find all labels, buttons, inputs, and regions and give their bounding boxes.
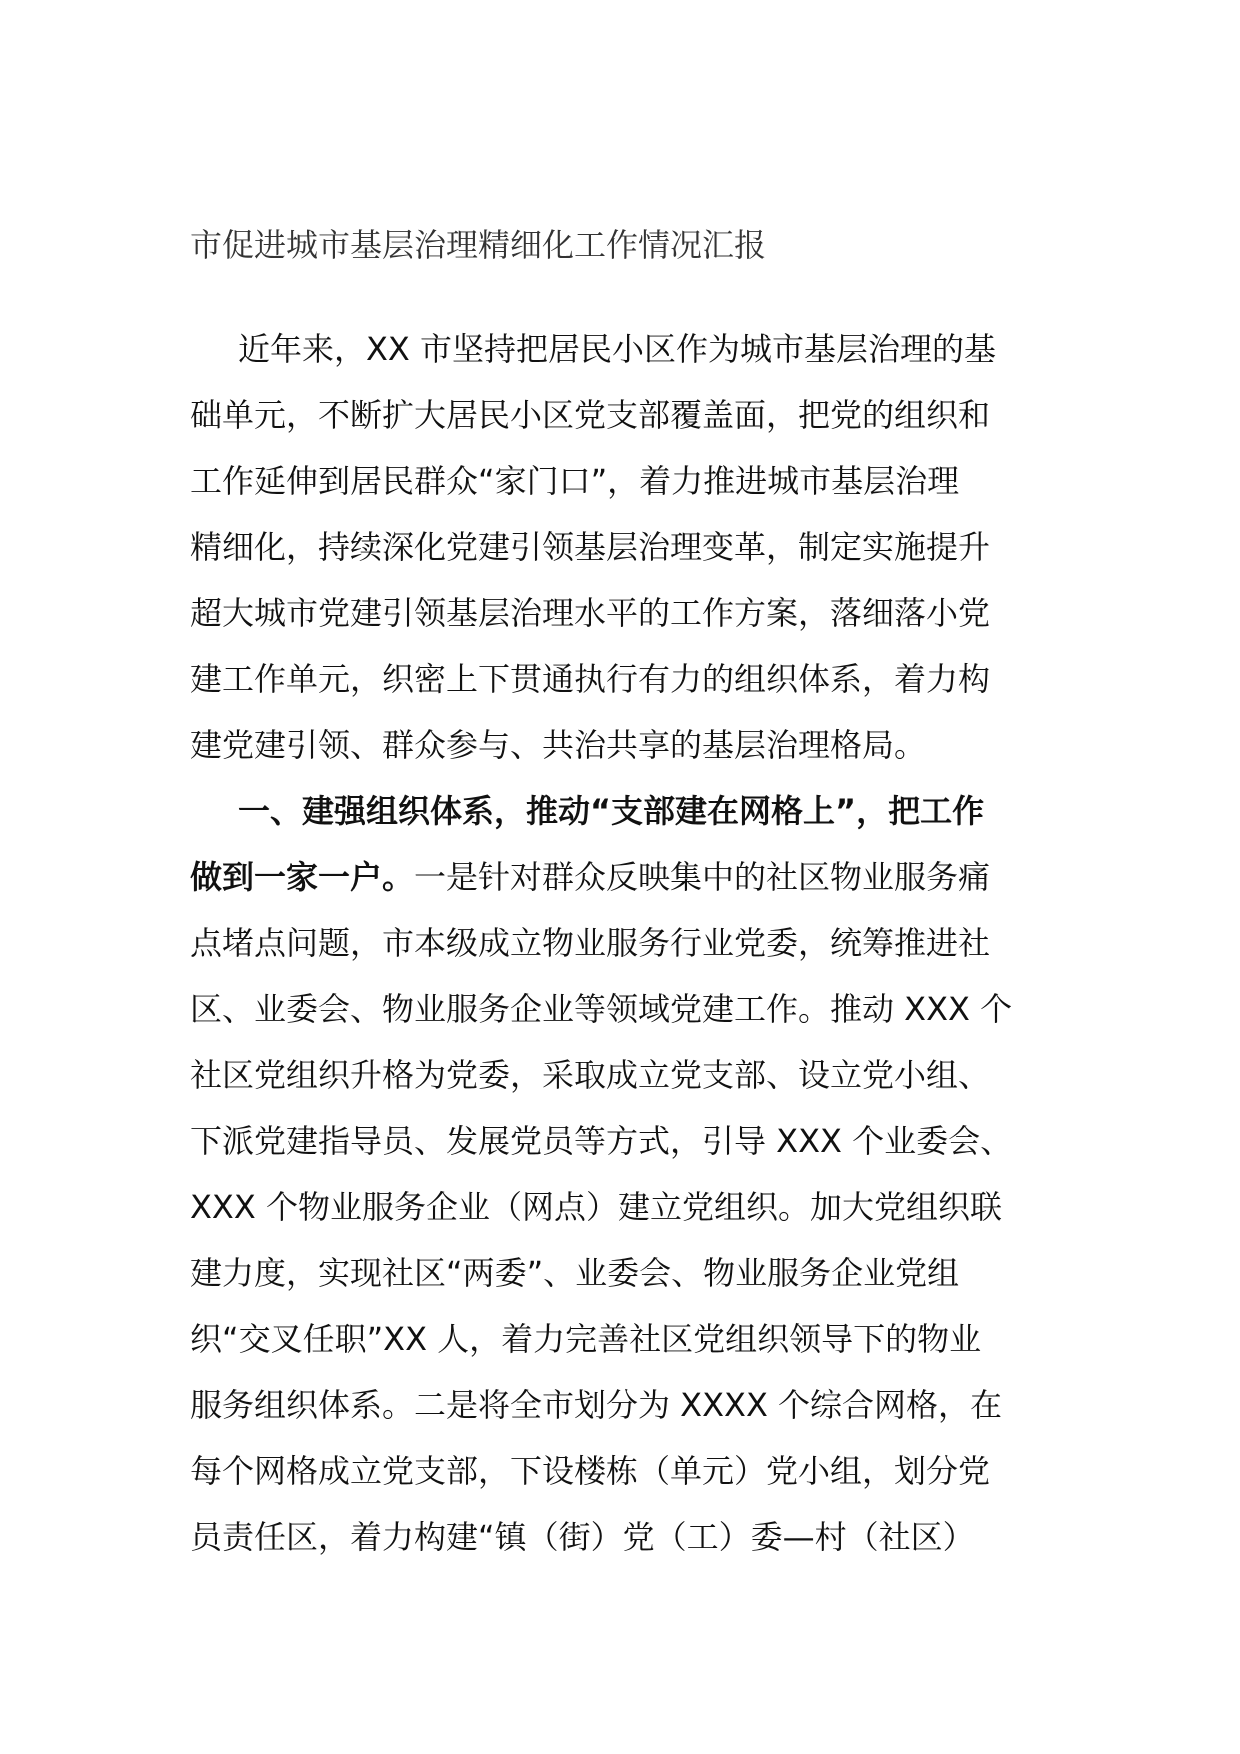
body-line [190, 1438, 1080, 1504]
body-line-text: 每个网格成立党支部，下设楼栋（单元）党小组，划分党 [190, 1452, 991, 1490]
body-line [190, 580, 1080, 646]
body-line [190, 976, 1080, 1042]
body-line [190, 844, 1080, 910]
body-line [190, 778, 1080, 844]
section-heading-text: 一、建强组织体系，推动“支部建在网格上”，把工作 [238, 792, 985, 830]
body-line [190, 382, 1080, 448]
body-line-text: 点堵点问题，市本级成立物业服务行业党委，统筹推进社 [190, 924, 991, 962]
body-line-text: 区、业委会、物业服务企业等领域党建工作。推动 XXX 个 [190, 990, 1013, 1028]
body-line-text: 超大城市党建引领基层治理水平的工作方案，落细落小党 [190, 594, 991, 632]
body-line-text: 织“交叉任职”XX 人，着力完善社区党组织领导下的物业 [190, 1320, 982, 1358]
body-line [190, 514, 1080, 580]
body-line-text: 一是针对群众反映集中的社区物业服务痛 [414, 858, 991, 896]
body-line [190, 448, 1080, 514]
body-line-text: 下派党建指导员、发展党员等方式，引导 XXX 个业委会、 [190, 1122, 1013, 1160]
body-line-text: 建工作单元，织密上下贯通执行有力的组织体系，着力构 [190, 660, 991, 698]
body-line-text: XXX 个物业服务企业（网点）建立党组织。加大党组织联 [190, 1188, 1002, 1226]
body-line [190, 1372, 1080, 1438]
body-line-text: 建力度，实现社区“两委”、业委会、物业服务企业党组 [190, 1254, 960, 1292]
body-line-text: 精细化，持续深化党建引领基层治理变革，制定实施提升 [190, 528, 991, 566]
body-line-text: 员责任区，着力构建“镇（街）党（工）委—村（社区） [190, 1518, 975, 1556]
body-line [190, 1042, 1080, 1108]
body-line [190, 1306, 1080, 1372]
body-line [190, 1240, 1080, 1306]
body-line [190, 1174, 1080, 1240]
document-title: 市促进城市基层治理精细化工作情况汇报 [190, 226, 767, 264]
document-body [190, 316, 1080, 1570]
body-line [190, 646, 1080, 712]
body-line-text: 础单元，不断扩大居民小区党支部覆盖面，把党的组织和 [190, 396, 991, 434]
body-line-text: 近年来，XX 市坚持把居民小区作为城市基层治理的基 [238, 330, 997, 368]
body-line-text: 建党建引领、群众参与、共治共享的基层治理格局。 [190, 726, 927, 764]
body-line-text: 服务组织体系。二是将全市划分为 XXXX 个综合网格，在 [190, 1386, 1003, 1424]
body-line [190, 712, 1080, 778]
body-line [190, 1504, 1080, 1570]
section-heading-tail: 做到一家一户。 [190, 858, 415, 896]
body-line [190, 316, 1080, 382]
body-line-text: 工作延伸到居民群众“家门口”，着力推进城市基层治理 [190, 462, 960, 500]
body-line [190, 910, 1080, 976]
body-line [190, 1108, 1080, 1174]
body-line-text: 社区党组织升格为党委，采取成立党支部、设立党小组、 [190, 1056, 991, 1094]
